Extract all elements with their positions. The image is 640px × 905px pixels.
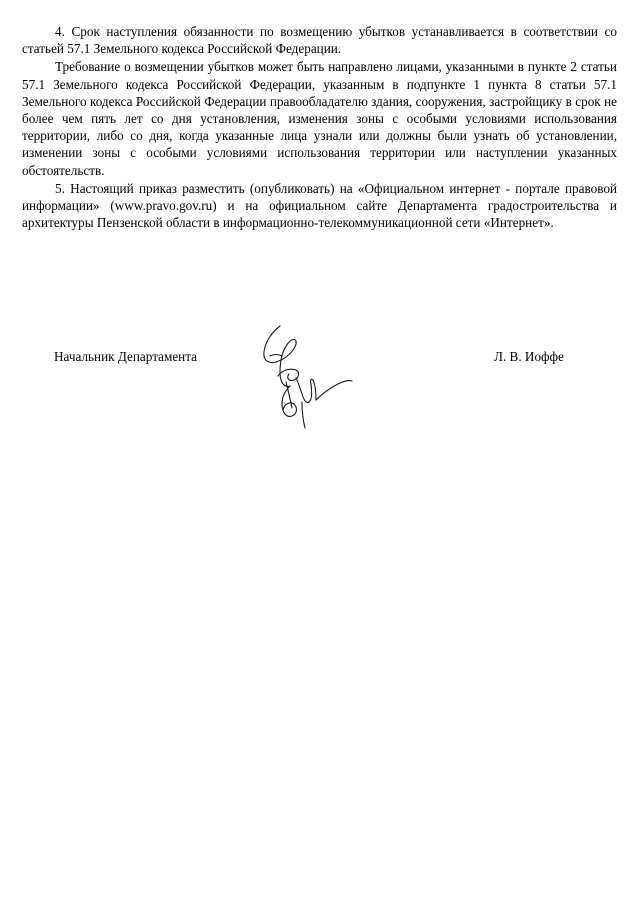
paragraph-item-5: 5. Настоящий приказ разместить (опубликовать) на «Официальном интернет - портале правовой информации» (www.pravo.gov.ru) и на официальном сайте Департамента градостроительства и архитектуры Пензенской области в информационно-телекоммуникационной сети «Интернет». bbox=[22, 180, 617, 231]
document-body bbox=[22, 23, 617, 231]
handwritten-signature bbox=[256, 318, 356, 436]
paragraph-item-4: 4. Срок наступления обязанности по возмещению убытков устанавливается в соответствии со статьей 57.1 Земельного кодекса Российской Федерации. bbox=[22, 24, 617, 57]
paragraph-damages-claim: Требование о возмещении убытков может быть направлено лицами, указанными в пункте 2 статьи 57.1 Земельного кодекса Российской Федерации, указанным в подпункте 1 пункта 8 статьи 57.1 Земельного кодекса Российской Федерации правообладателю здания, сооружения, застройщику в срок не более чем пять лет со дня установления, изменения зоны с особыми условиями использования территории, либо со дня, когда указанные лица узнали или должны были узнать об установлении, изменении зоны с особыми условиями использования территории или наступлении указанных обстоятельств. bbox=[22, 59, 617, 178]
signatory-position-title: Начальник Департамента bbox=[54, 349, 198, 364]
signatory-name: Л. В. Иоффе bbox=[494, 349, 564, 364]
